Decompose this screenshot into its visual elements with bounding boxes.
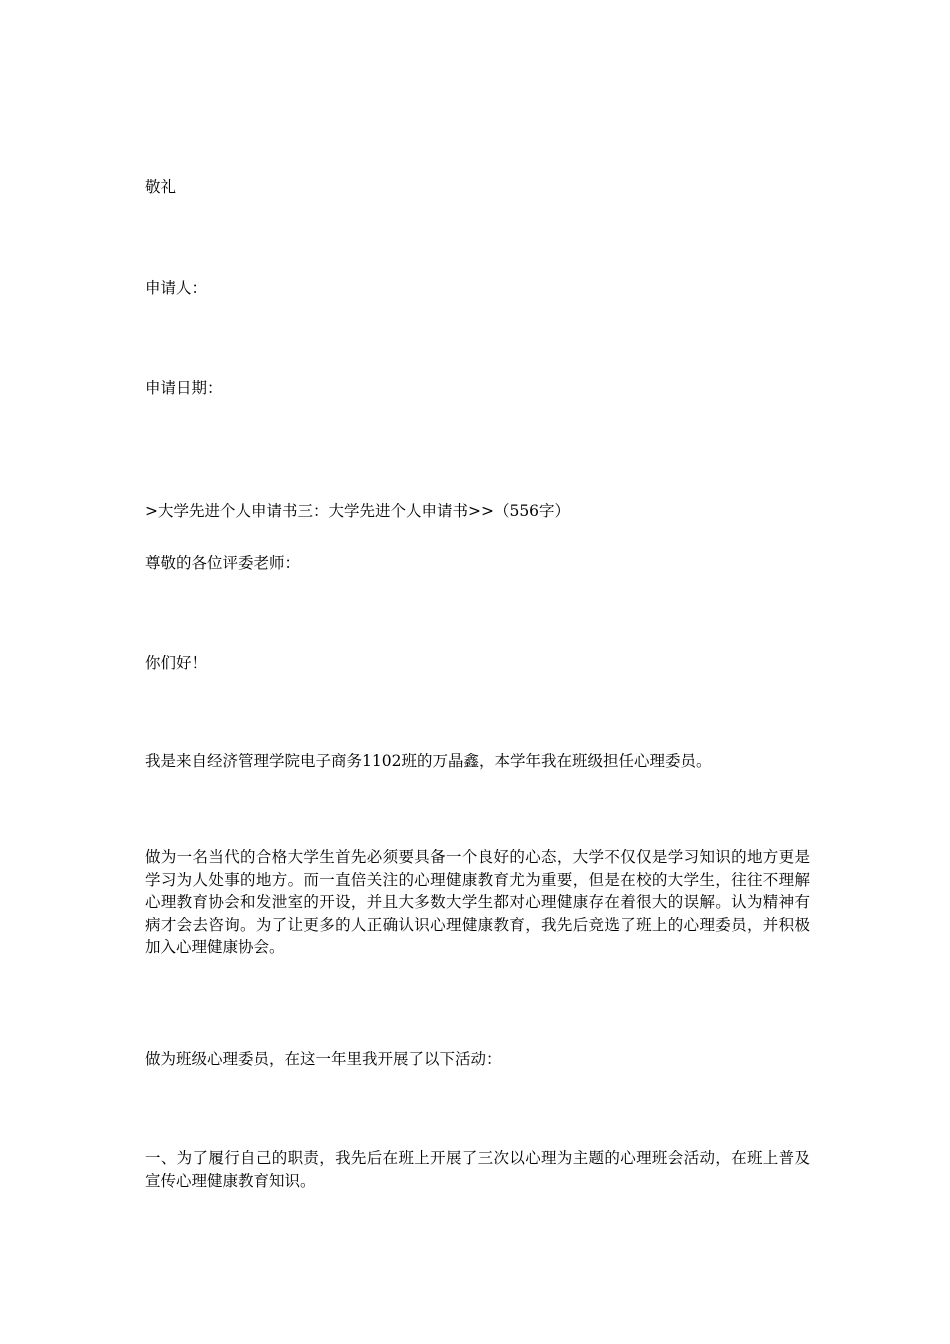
salutation: 尊敬的各位评委老师：: [145, 554, 301, 572]
body-paragraph-activity-one: 一、为了履行自己的职责，我先后在班上开展了三次以心理为主题的心理班会活动，在班上普及宣传心理健康教育知识。: [145, 1149, 810, 1190]
applicant-label: 申请人：: [145, 279, 208, 297]
closing-text: 敬礼: [145, 178, 177, 196]
greeting: 你们好！: [145, 654, 208, 672]
body-paragraph-activities-intro: 做为班级心理委员，在这一年里我开展了以下活动：: [145, 1050, 502, 1068]
body-paragraph-mindset: 做为一名当代的合格大学生首先必须要具备一个良好的心态，大学不仅仅是学习知识的地方更是学习为人处事的地方。而一直倍关注的心理健康教育尤为重要，但是在校的大学生，往往不理解心理教育协会和发泄室的开设，并且大多数大学生都对心理健康存在着很大的误解。认为精神有病才会去咨询。为了让更多的人正确认识心理健康教育，我先后竞选了班上的心理委员，并积极加入心理健康协会。: [145, 848, 810, 957]
body-paragraph-intro: 我是来自经济管理学院电子商务1102班的万晶鑫，本学年我在班级担任心理委员。: [145, 752, 712, 770]
date-label: 申请日期：: [145, 379, 223, 397]
section-heading: >大学先进个人申请书三：大学先进个人申请书>>（556字）: [145, 502, 571, 520]
